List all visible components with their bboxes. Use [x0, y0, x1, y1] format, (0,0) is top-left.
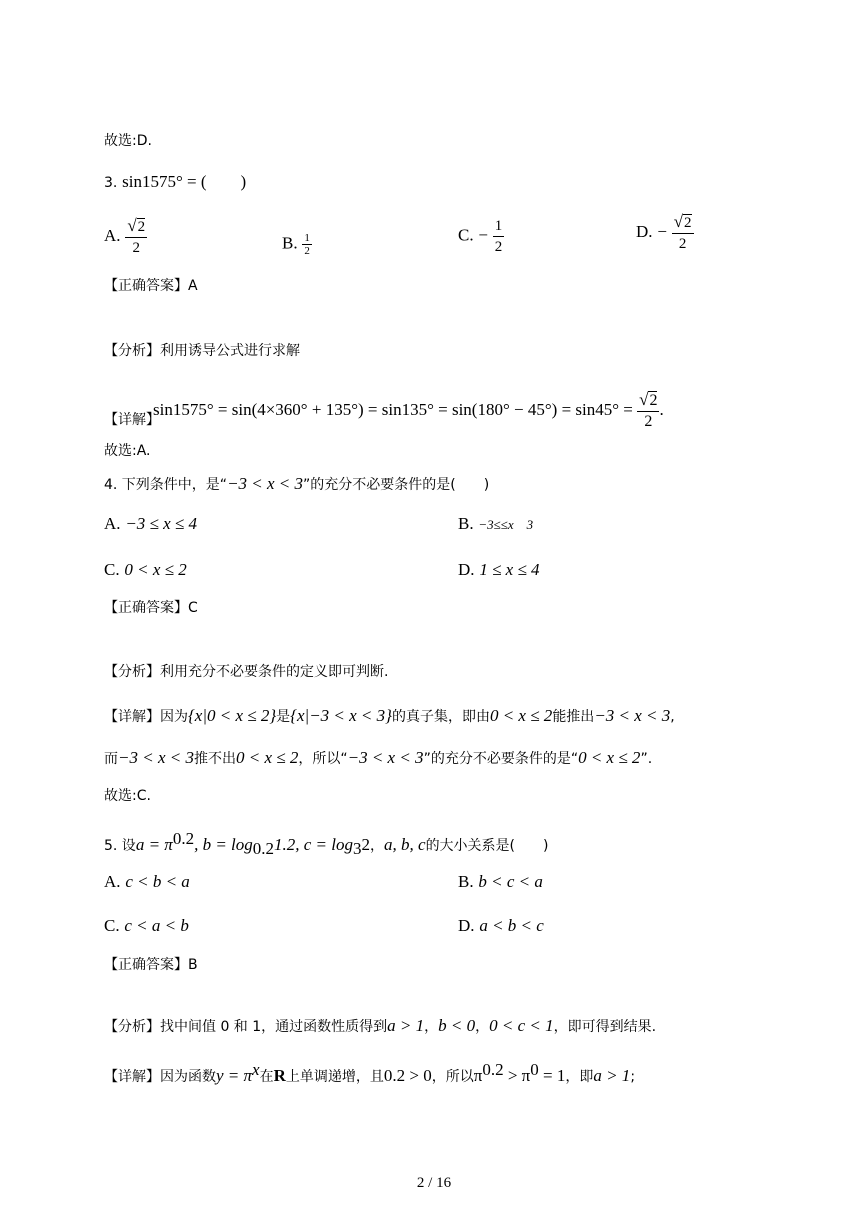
option-label: C. — [458, 225, 474, 245]
fraction-sqrt2-over-2: $\frac{√2}{2}$ — [639, 390, 658, 430]
correct-answer: 【正确答案】B — [104, 957, 198, 973]
real-numbers-symbol: R — [273, 1066, 286, 1085]
denominator: 2 — [493, 236, 505, 257]
radicand: 2 — [137, 219, 146, 235]
option-a — [104, 872, 190, 892]
analysis-text: ， — [475, 1019, 490, 1035]
exponent: 0.2 — [482, 1060, 504, 1079]
radicand: 2 — [649, 392, 658, 409]
detail-text: ; — [630, 1069, 636, 1085]
exponent: x — [252, 1060, 260, 1079]
option-c — [104, 916, 189, 936]
exponent: 0 — [530, 1060, 539, 1079]
math: = 1 — [538, 1066, 566, 1085]
correct-answer: 【正确答案】C — [104, 600, 198, 616]
option-a — [104, 514, 197, 534]
analysis — [104, 1016, 656, 1037]
option-math: −3≤≤x 3 — [478, 517, 534, 532]
option-b — [282, 232, 312, 257]
fraction-sqrt2-over-2: $\frac{√2}{2}$ — [127, 216, 146, 256]
denominator: 2 — [125, 237, 147, 258]
math: 0.2 > 0 — [383, 1066, 432, 1085]
math: 0 < c < 1 — [489, 1016, 554, 1035]
option-d — [458, 560, 540, 580]
analysis-text: ， — [424, 1019, 439, 1035]
math: a > 1 — [593, 1066, 631, 1085]
math: 0 < x ≤ 2 — [489, 706, 553, 725]
detail-text: ”的充分不必要条件的是“ — [423, 751, 579, 767]
option-label: A. — [104, 226, 121, 245]
correct-answer: 【正确答案】A — [104, 278, 198, 294]
question-text: 4. 下列条件中，是“ — [104, 477, 228, 493]
math: a > 1 — [387, 1016, 425, 1035]
detail-line — [104, 706, 675, 727]
detail-text: 上单调递增，且 — [285, 1069, 384, 1085]
math: −3 < x < 3 — [594, 706, 671, 725]
detail-text: 能推出 — [552, 709, 595, 725]
option-label: C. — [104, 560, 120, 579]
option-label: B. — [282, 233, 298, 253]
option-label: B. — [458, 872, 474, 891]
option-label: A. — [104, 514, 121, 533]
detail-text: 【详解】因为函数 — [104, 1069, 216, 1085]
math: π — [473, 1066, 483, 1085]
question-5 — [104, 829, 549, 859]
option-label: D. — [458, 560, 475, 579]
question-text: ， — [370, 838, 385, 854]
math: y = π — [216, 1066, 253, 1085]
radicand: 2 — [684, 215, 692, 231]
option-label: A. — [104, 872, 121, 891]
option-b — [458, 514, 533, 535]
denominator: 2 — [304, 245, 310, 257]
math: b < 0 — [438, 1016, 476, 1035]
detail-label: 【详解】 — [104, 412, 160, 428]
question-4 — [104, 474, 489, 495]
detail-text: ”. — [640, 751, 653, 767]
denominator: 2 — [672, 233, 694, 254]
option-math: a < b < c — [479, 916, 544, 935]
analysis-text: 【分析】找中间值 0 和 1，通过函数性质得到 — [104, 1019, 388, 1035]
math: 0 < x ≤ 2 — [235, 748, 299, 767]
detail-line — [104, 748, 652, 769]
math: 2 — [361, 835, 371, 854]
math: 0 < x ≤ 2 — [578, 748, 641, 767]
math: , b = log — [194, 835, 253, 854]
set-expression: {x|0 < x ≤ 2} — [188, 706, 277, 725]
expression: sin1575° = sin(4×360° + 135°) = sin135° = sin(180° − 45°) = sin45° = — [153, 399, 633, 419]
math: −3 < x < 3 — [347, 748, 424, 767]
answer-line: 故选:D. — [104, 133, 152, 149]
math: 1.2, c = log — [274, 835, 354, 854]
math: a, b, c — [384, 835, 426, 854]
analysis: 【分析】利用充分不必要条件的定义即可判断. — [104, 664, 389, 680]
detail-text: ，即 — [565, 1069, 594, 1085]
detail-text: 【详解】因为 — [104, 709, 188, 725]
detail-line — [104, 1060, 635, 1087]
option-math: 0 < x ≤ 2 — [124, 560, 187, 579]
question-expression: sin1575° = ( ) — [122, 172, 247, 191]
question-text: 的大小关系是( ) — [425, 838, 549, 854]
set-expression: {x|−3 < x < 3} — [290, 706, 392, 725]
option-d — [636, 212, 694, 254]
math: a = π — [135, 835, 173, 854]
option-math: b < c < a — [478, 872, 543, 891]
option-d — [458, 916, 544, 936]
detail-text: , — [670, 709, 675, 725]
math: > π — [503, 1066, 531, 1085]
analysis-text: ，即可得到结果. — [553, 1019, 657, 1035]
numerator: 1 — [304, 232, 310, 244]
select-line: 故选:A. — [104, 443, 151, 459]
denominator: 2 — [637, 411, 659, 432]
page-number: 2 / 16 — [416, 1175, 452, 1191]
fraction-sqrt2-over-2: $\frac{√2}{2}$ — [673, 212, 692, 252]
select-line: 故选:C. — [104, 788, 151, 804]
option-label: D. — [636, 222, 653, 241]
option-a — [104, 216, 147, 258]
subscript: 3 — [353, 839, 362, 858]
exponent: 0.2 — [172, 829, 195, 848]
detail-expression: sin1575° = sin(4×360° + 135°) = sin135° = sin(180° − 45°) = sin45° = $\frac{√2}{2}$ . — [153, 390, 664, 430]
condition: −3 < x < 3 — [227, 474, 304, 493]
option-math: −3 ≤ x ≤ 4 — [125, 514, 197, 533]
detail-text: 而 — [104, 751, 118, 767]
option-math: c < a < b — [124, 916, 189, 935]
subscript: 0.2 — [252, 839, 275, 858]
option-b — [458, 872, 543, 892]
analysis: 【分析】利用诱导公式进行求解 — [104, 343, 300, 359]
question-text: 5. 设 — [104, 838, 136, 854]
option-math: 1 ≤ x ≤ 4 — [479, 560, 540, 579]
detail-text: ，所以 — [431, 1069, 474, 1085]
numerator: 1 — [494, 218, 503, 234]
minus-sign: − — [657, 222, 667, 241]
option-c — [458, 216, 504, 257]
option-label: B. — [458, 514, 474, 533]
detail-text: ，所以“ — [298, 751, 348, 767]
option-label: C. — [104, 916, 120, 935]
option-c — [104, 560, 187, 580]
fraction-half — [493, 216, 505, 257]
option-label: D. — [458, 916, 475, 935]
question-3 — [104, 172, 246, 193]
option-math: c < b < a — [125, 872, 190, 891]
fraction-half — [302, 232, 312, 257]
minus-sign: − — [478, 225, 488, 245]
math: −3 < x < 3 — [118, 748, 194, 767]
detail-text: 是 — [276, 709, 291, 725]
question-number: 3. — [104, 175, 118, 191]
detail-text: 推不出 — [193, 751, 236, 767]
detail-text: 在 — [259, 1069, 274, 1085]
detail-text: 的真子集，即由 — [391, 709, 490, 725]
question-tail: ”的充分不必要条件的是( ) — [303, 477, 490, 493]
